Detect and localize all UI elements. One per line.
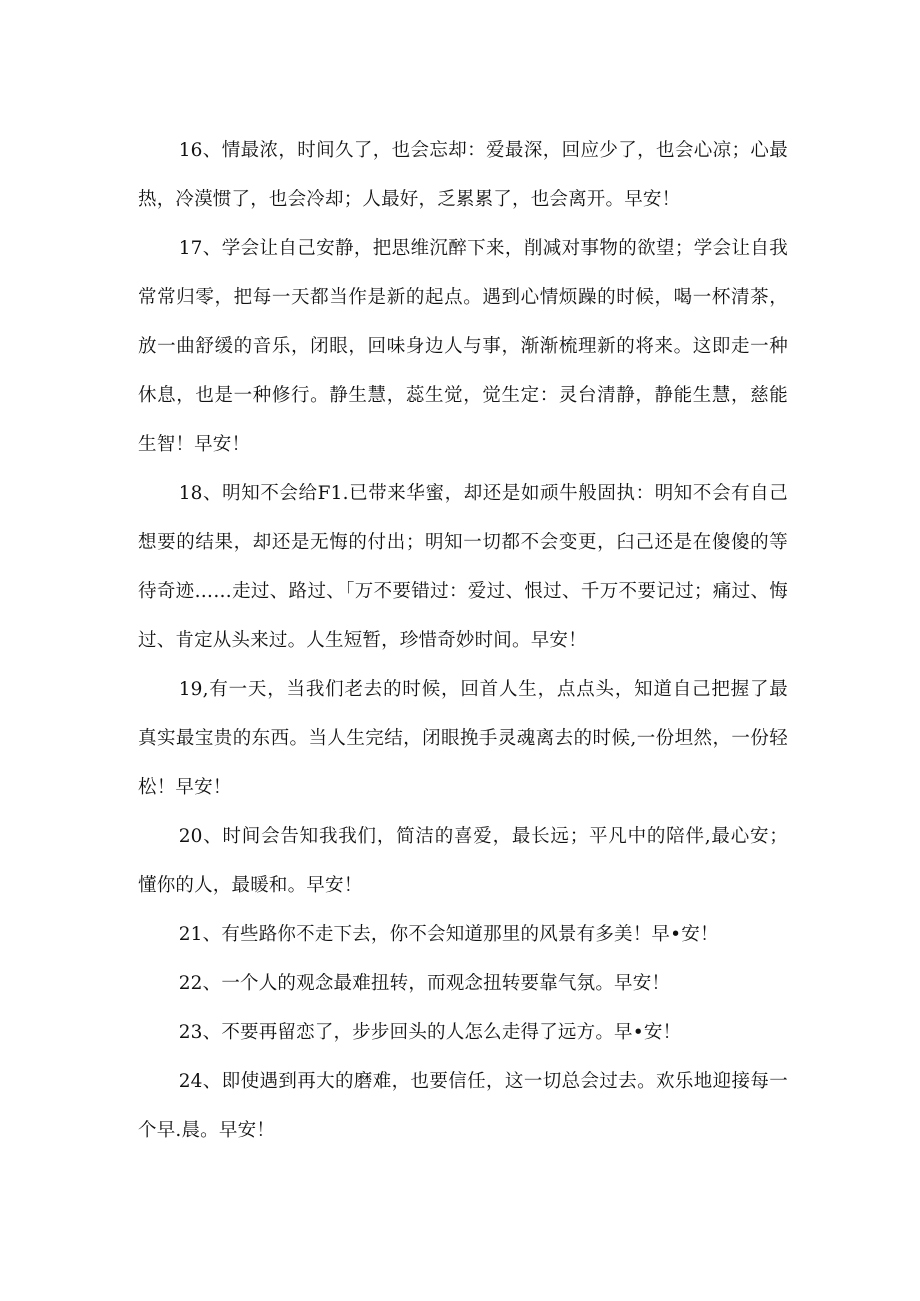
paragraph-18: 18、明知不会给F1.已带来华蜜，却还是如顽牛般固执：明知不会有自己想要的结果，却还是无悔的付出；明知一切都不会变更，臼己还是在傻傻的等待奇迹……走过、路过、「万不要错过：爱过、恨过、千万不要记过；痛过、悔过、肯定从头来过。人生短暂，珍惜奇妙时间。早安！ bbox=[138, 483, 788, 651]
paragraph-19: 19,有一天，当我们老去的时候，回首人生，点点头，知道自己把握了最真实最宝贵的东西。当人生完结，闭眼挽手灵魂离去的时候,一份坦然，一份轻松！早安！ bbox=[138, 679, 788, 798]
paragraph-16: 16、情最浓，时间久了，也会忘却：爱最深，回应少了，也会心凉；心最热，冷漠惯了，也会冷却；人最好，乏累累了，也会离开。早安！ bbox=[138, 140, 788, 210]
paragraph-23: 23、不要再留恋了，步步回头的人怎么走得了远方。早•安！ bbox=[178, 1022, 682, 1043]
document-body bbox=[138, 126, 788, 1155]
paragraph-24: 24、即使遇到再大的磨难，也要信任，这一切总会过去。欢乐地迎接每一个早.晨。早安！ bbox=[138, 1071, 788, 1141]
paragraph-21: 21、有些路你不走下去，你不会知道那里的风景有多美！早•安！ bbox=[178, 924, 719, 945]
paragraph-20: 20、时间会告知我我们，简洁的喜爱，最长远；平凡中的陪伴,最心安；懂你的人，最暖和。早安！ bbox=[138, 826, 788, 896]
paragraph-22: 22、一个人的观念最难扭转，而观念扭转要靠气氛。早安！ bbox=[178, 973, 671, 994]
paragraph-17: 17、学会让自己安静，把思维沉醉下来，削减对事物的欲望；学会让自我常常归零，把每一天都当作是新的起点。遇到心情烦躁的时候，喝一杯清茶，放一曲舒缓的音乐，闭眼，回味身边人与事，渐渐梳理新的将来。这即走一种休息，也是一种修行。静生慧，蕊生觉，觉生定：灵台清静，静能生慧，慈能生智！早安！ bbox=[138, 238, 788, 455]
